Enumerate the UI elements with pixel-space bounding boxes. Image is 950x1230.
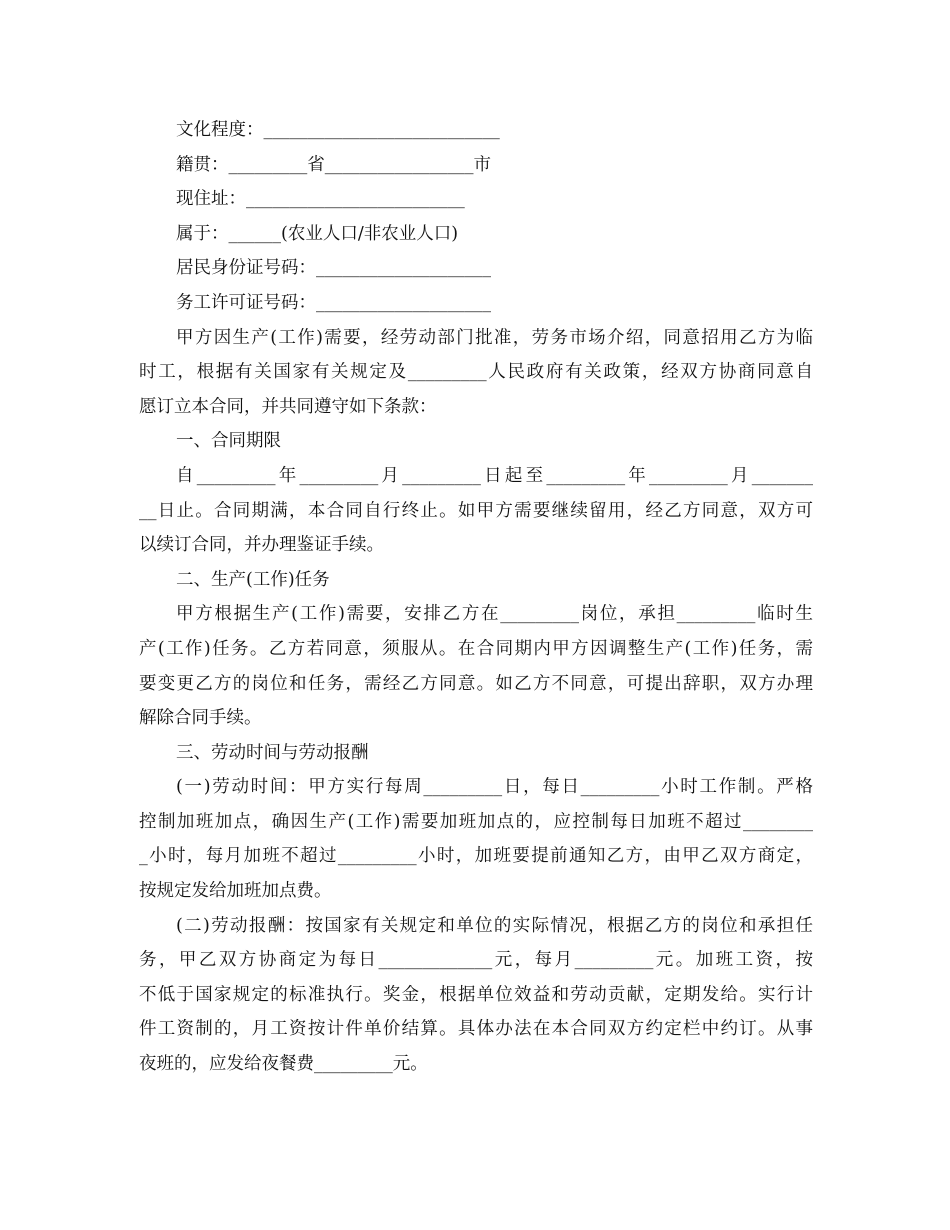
- term-clause-line: 以续订合同，并办理鉴证手续。: [139, 535, 384, 556]
- remuneration-line: 夜班的，应发给夜餐费_________元。: [139, 1054, 428, 1075]
- current-address-field: 现住址：_________________________: [176, 189, 465, 210]
- remuneration-line: 务，甲乙双方协商定为每日_____________元，每月_________元。加班工资，按: [139, 950, 813, 971]
- native-place-field: 籍贯：_________省_________________市: [176, 154, 491, 175]
- section-heading-task: 二、生产(工作)任务: [176, 569, 330, 590]
- working-hours-line: 控制加班加点，确因生产(工作)需要加班加点的，应控制每日加班不超过________: [139, 811, 813, 832]
- task-clause-line: 产(工作)任务。乙方若同意，须服从。在合同期内甲方因调整生产(工作)任务，需: [139, 638, 813, 659]
- remuneration-line: 件工资制的，月工资按计件单价结算。具体办法在本合同双方约定栏中约订。从事: [139, 1019, 813, 1040]
- remuneration-line: 不低于国家规定的标准执行。奖金，根据单位效益和劳动贡献，定期发给。实行计: [139, 984, 813, 1005]
- preamble-line: 愿订立本合同，并共同遵守如下条款：: [139, 396, 437, 417]
- working-hours-line: 按规定发给加班加点费。: [139, 881, 332, 902]
- working-hours-line: _小时，每月加班不超过_________小时，加班要提前通知乙方，由甲乙双方商定，: [139, 846, 813, 867]
- household-type-field: 属于：______(农业人口/非农业人口): [176, 223, 459, 244]
- preamble-line: 时工，根据有关国家有关规定及_________人民政府有关政策，经双方协商同意自: [139, 362, 813, 383]
- section-heading-term: 一、合同期限: [176, 431, 281, 452]
- task-clause-line: 解除合同手续。: [139, 708, 262, 729]
- term-clause-line: __日止。合同期满，本合同自行终止。如甲方需要继续留用，经乙方同意，双方可: [139, 500, 813, 521]
- work-permit-field: 务工许可证号码：____________________: [176, 292, 491, 313]
- id-number-field: 居民身份证号码：____________________: [176, 258, 491, 279]
- section-heading-hours-pay: 三、劳动时间与劳动报酬: [176, 742, 369, 763]
- term-clause-line: 自_________年_________月_________日起至_________年_________月_______: [176, 465, 813, 486]
- education-field: 文化程度：___________________________: [176, 120, 500, 140]
- contract-body: [139, 113, 813, 1082]
- preamble-line: 甲方因生产(工作)需要，经劳动部门批准，劳务市场介绍，同意招用乙方为临: [176, 327, 813, 348]
- remuneration-line: (二)劳动报酬：按国家有关规定和单位的实际情况，根据乙方的岗位和承担任: [176, 915, 813, 936]
- working-hours-line: (一)劳动时间：甲方实行每周_________日，每日_________小时工作制。严格: [176, 777, 813, 798]
- task-clause-line: 甲方根据生产(工作)需要，安排乙方在_________岗位，承担_________临时生: [176, 604, 813, 625]
- task-clause-line: 要变更乙方的岗位和任务，需经乙方同意。如乙方不同意，可提出辞职，双方办理: [139, 673, 813, 694]
